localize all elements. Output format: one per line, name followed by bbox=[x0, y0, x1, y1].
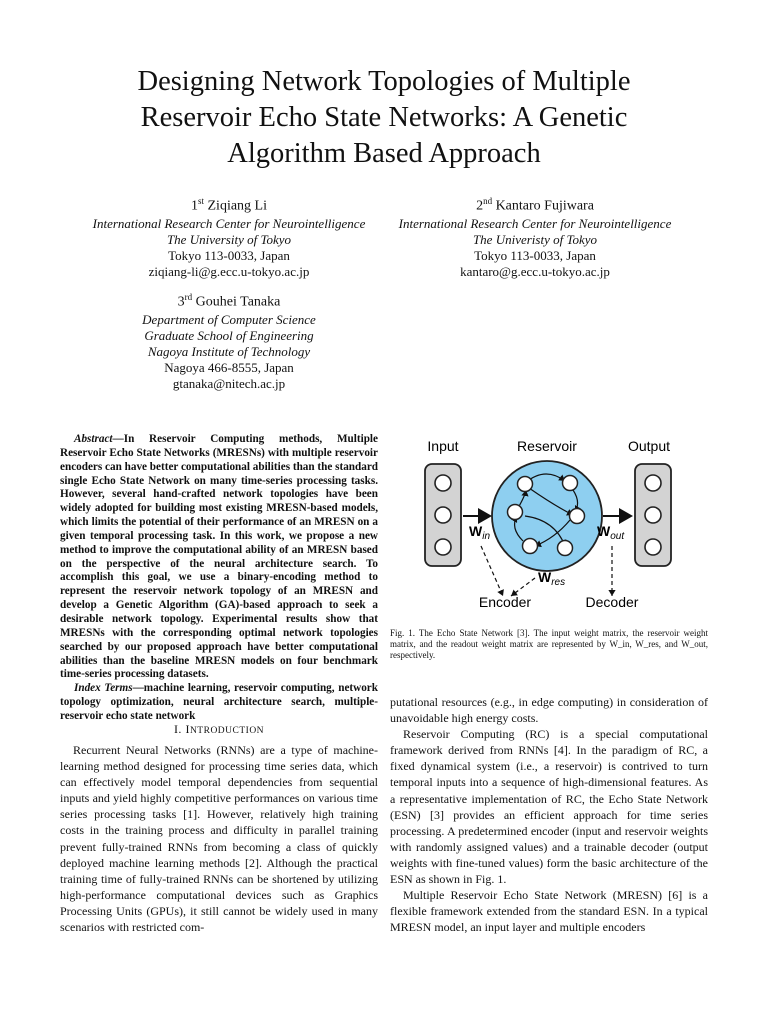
author-block-3 bbox=[60, 288, 398, 393]
section-heading-introduction bbox=[60, 722, 378, 737]
section-title-initial: I bbox=[185, 722, 190, 736]
author-ordinal: 3 bbox=[177, 294, 185, 310]
author-address: Tokyo 113-0033, Japan bbox=[168, 248, 290, 264]
author-name: Kantaro Fujiwara bbox=[495, 198, 594, 214]
body-paragraph: Reservoir Computing (RC) is a special computational framework derived from RNNs [4]. In the paradigm of RC, a fixed dynamical system (i.e., a reservoir) is contrived to turn temporal inputs into a sequence of high-dimensional features. As a representative implementation of RC, the Echo State Network (ESN) [3] provides an efficient approach for time series processing. A predetermined encoder (input and reservoir weights with randomly assigned values) and a trainable decoder (output weights with fine-tuned values) form the basic architecture of the ESN as shown in Fig. 1. bbox=[390, 727, 708, 887]
author-email: kantaro@g.ecc.u-tokyo.ac.jp bbox=[460, 264, 610, 280]
label-w-out: $W_{out}$ bbox=[597, 523, 625, 542]
figure-esn-diagram bbox=[395, 428, 695, 618]
author-name: Gouhei Tanaka bbox=[195, 294, 281, 310]
author-address: Tokyo 113-0033, Japan bbox=[474, 248, 596, 264]
reservoir-node bbox=[558, 541, 573, 556]
input-node bbox=[435, 507, 451, 523]
input-node bbox=[435, 539, 451, 555]
author-ordinal-suffix: st bbox=[197, 196, 204, 206]
body-paragraph: putational resources (e.g., in edge computing) in consideration of unavoidable high energy costs. bbox=[390, 695, 708, 726]
author-address: Nagoya 466-8555, Japan bbox=[164, 360, 294, 376]
reservoir-node bbox=[570, 509, 585, 524]
author-affiliation: The Univeristy of Tokyo bbox=[472, 231, 598, 247]
encoder-dashed-arrow-1 bbox=[481, 546, 503, 596]
body-paragraph: Multiple Reservoir Echo State Network (MRESN) [6] is a flexible framework extended from the standard ESN. In a typical MRESN model, an input layer and multiple encoders bbox=[390, 888, 708, 935]
paper-title bbox=[60, 64, 708, 172]
output-node bbox=[645, 475, 661, 491]
author-affiliation: Department of Computer Science bbox=[142, 311, 316, 327]
author-ordinal: 1 bbox=[190, 198, 198, 214]
figure-caption: Fig. 1. The Echo State Network [3]. The input weight matrix, the reservoir weight matrix, and the readout weight matrix are represented by W_in, W_res, and W_out, respectively. bbox=[390, 628, 708, 661]
author-affiliation: International Research Center for Neurointelligence bbox=[398, 215, 672, 231]
author-block-2 bbox=[380, 192, 690, 280]
author-affiliation: The University of Tokyo bbox=[166, 231, 292, 247]
reservoir-node bbox=[523, 539, 538, 554]
abstract-lead: Abstract bbox=[74, 433, 113, 445]
figure-label-input: Input bbox=[427, 438, 459, 454]
reservoir-node bbox=[563, 476, 578, 491]
title-line-2: Reservoir Echo State Networks: A Genetic bbox=[140, 102, 628, 133]
figure-label-encoder: Encoder bbox=[478, 594, 532, 610]
input-node bbox=[435, 475, 451, 491]
author-ordinal-suffix: nd bbox=[483, 196, 493, 206]
figure-label-reservoir: Reservoir bbox=[517, 438, 577, 454]
intro-right-column bbox=[390, 694, 708, 935]
abstract-text: —In Reservoir Computing methods, Multiple Reservoir Echo State Networks (MRESNs) with multiple reservoir encoders can have better computational abilities than the standard single Echo State Network on many time-series processing tasks. However, several hand-crafted network topologies have been widely adopted for building most existing MRESN-based models, which limits the potential of their performance of an MRESN on a given temporal processing task. In this work, we propose a new method to improve the computational ability of an MRESN based on the perspective of the neural architecture search. To accomplish this goal, we use a binary-encoding method to represent the reservoir network topology of an MRESN and develop a Genetic Algorithm (GA)-based approach to seek a desirable network topology. Experimental results show that MRESNs with the corresponding optimal network topologies searched by our proposed approach have better computational abilities than the baseline MRESN models on four benchmark time-series processing datasets. bbox=[60, 433, 379, 681]
reservoir-node bbox=[508, 505, 523, 520]
section-title-rest: NTRODUCTION bbox=[189, 726, 265, 736]
intro-left-column bbox=[60, 742, 378, 935]
title-line-3: Algorithm Based Approach bbox=[227, 138, 541, 169]
output-node bbox=[645, 539, 661, 555]
title-line-1: Designing Network Topologies of Multiple bbox=[137, 66, 631, 97]
author-email: ziqiang-li@g.ecc.u-tokyo.ac.jp bbox=[148, 264, 310, 280]
author-ordinal: 2 bbox=[476, 198, 484, 214]
reservoir-node bbox=[518, 477, 533, 492]
figure-label-decoder: Decoder bbox=[585, 594, 639, 610]
section-number: I. bbox=[173, 722, 186, 736]
abstract bbox=[60, 433, 378, 724]
output-node bbox=[645, 507, 661, 523]
index-terms-text: —machine learning, reservoir computing, network topology optimization, neural architecture search, multiple-reservoir echo state network bbox=[60, 682, 378, 722]
author-block-1 bbox=[60, 192, 398, 280]
author-affiliation: Graduate School of Engineering bbox=[144, 327, 314, 343]
author-name: Ziqiang Li bbox=[207, 198, 267, 214]
label-w-res: $W_{res}$ bbox=[538, 569, 566, 588]
body-paragraph: Recurrent Neural Networks (RNNs) are a type of machine-learning method designed for processing time series data, which can effectively model temporal dependencies from sequential inputs and yield highly competitive performances on various time series processing tasks [1]. However, relatively high training costs in the training process and difficulty in parallel training prevent fully-trained RNNs from becoming a class of quickly deployed machine learning methods [2]. Although the practical training time of fully-trained RNNs can be shortened by utilizing high-performance computational devices such as Graphics Processing Units (GPUs), it still cannot be widely used in many scenarios with restricted com- bbox=[60, 743, 378, 935]
author-email: gtanaka@nitech.ac.jp bbox=[172, 376, 286, 392]
author-affiliation: International Research Center for Neurointelligence bbox=[92, 215, 366, 231]
author-ordinal-suffix: rd bbox=[184, 292, 193, 302]
author-affiliation: Nagoya Institute of Technology bbox=[147, 344, 311, 360]
label-w-in: $W_{in}$ bbox=[469, 523, 491, 542]
figure-label-output: Output bbox=[627, 438, 671, 454]
index-terms-lead: Index Terms bbox=[74, 682, 133, 695]
